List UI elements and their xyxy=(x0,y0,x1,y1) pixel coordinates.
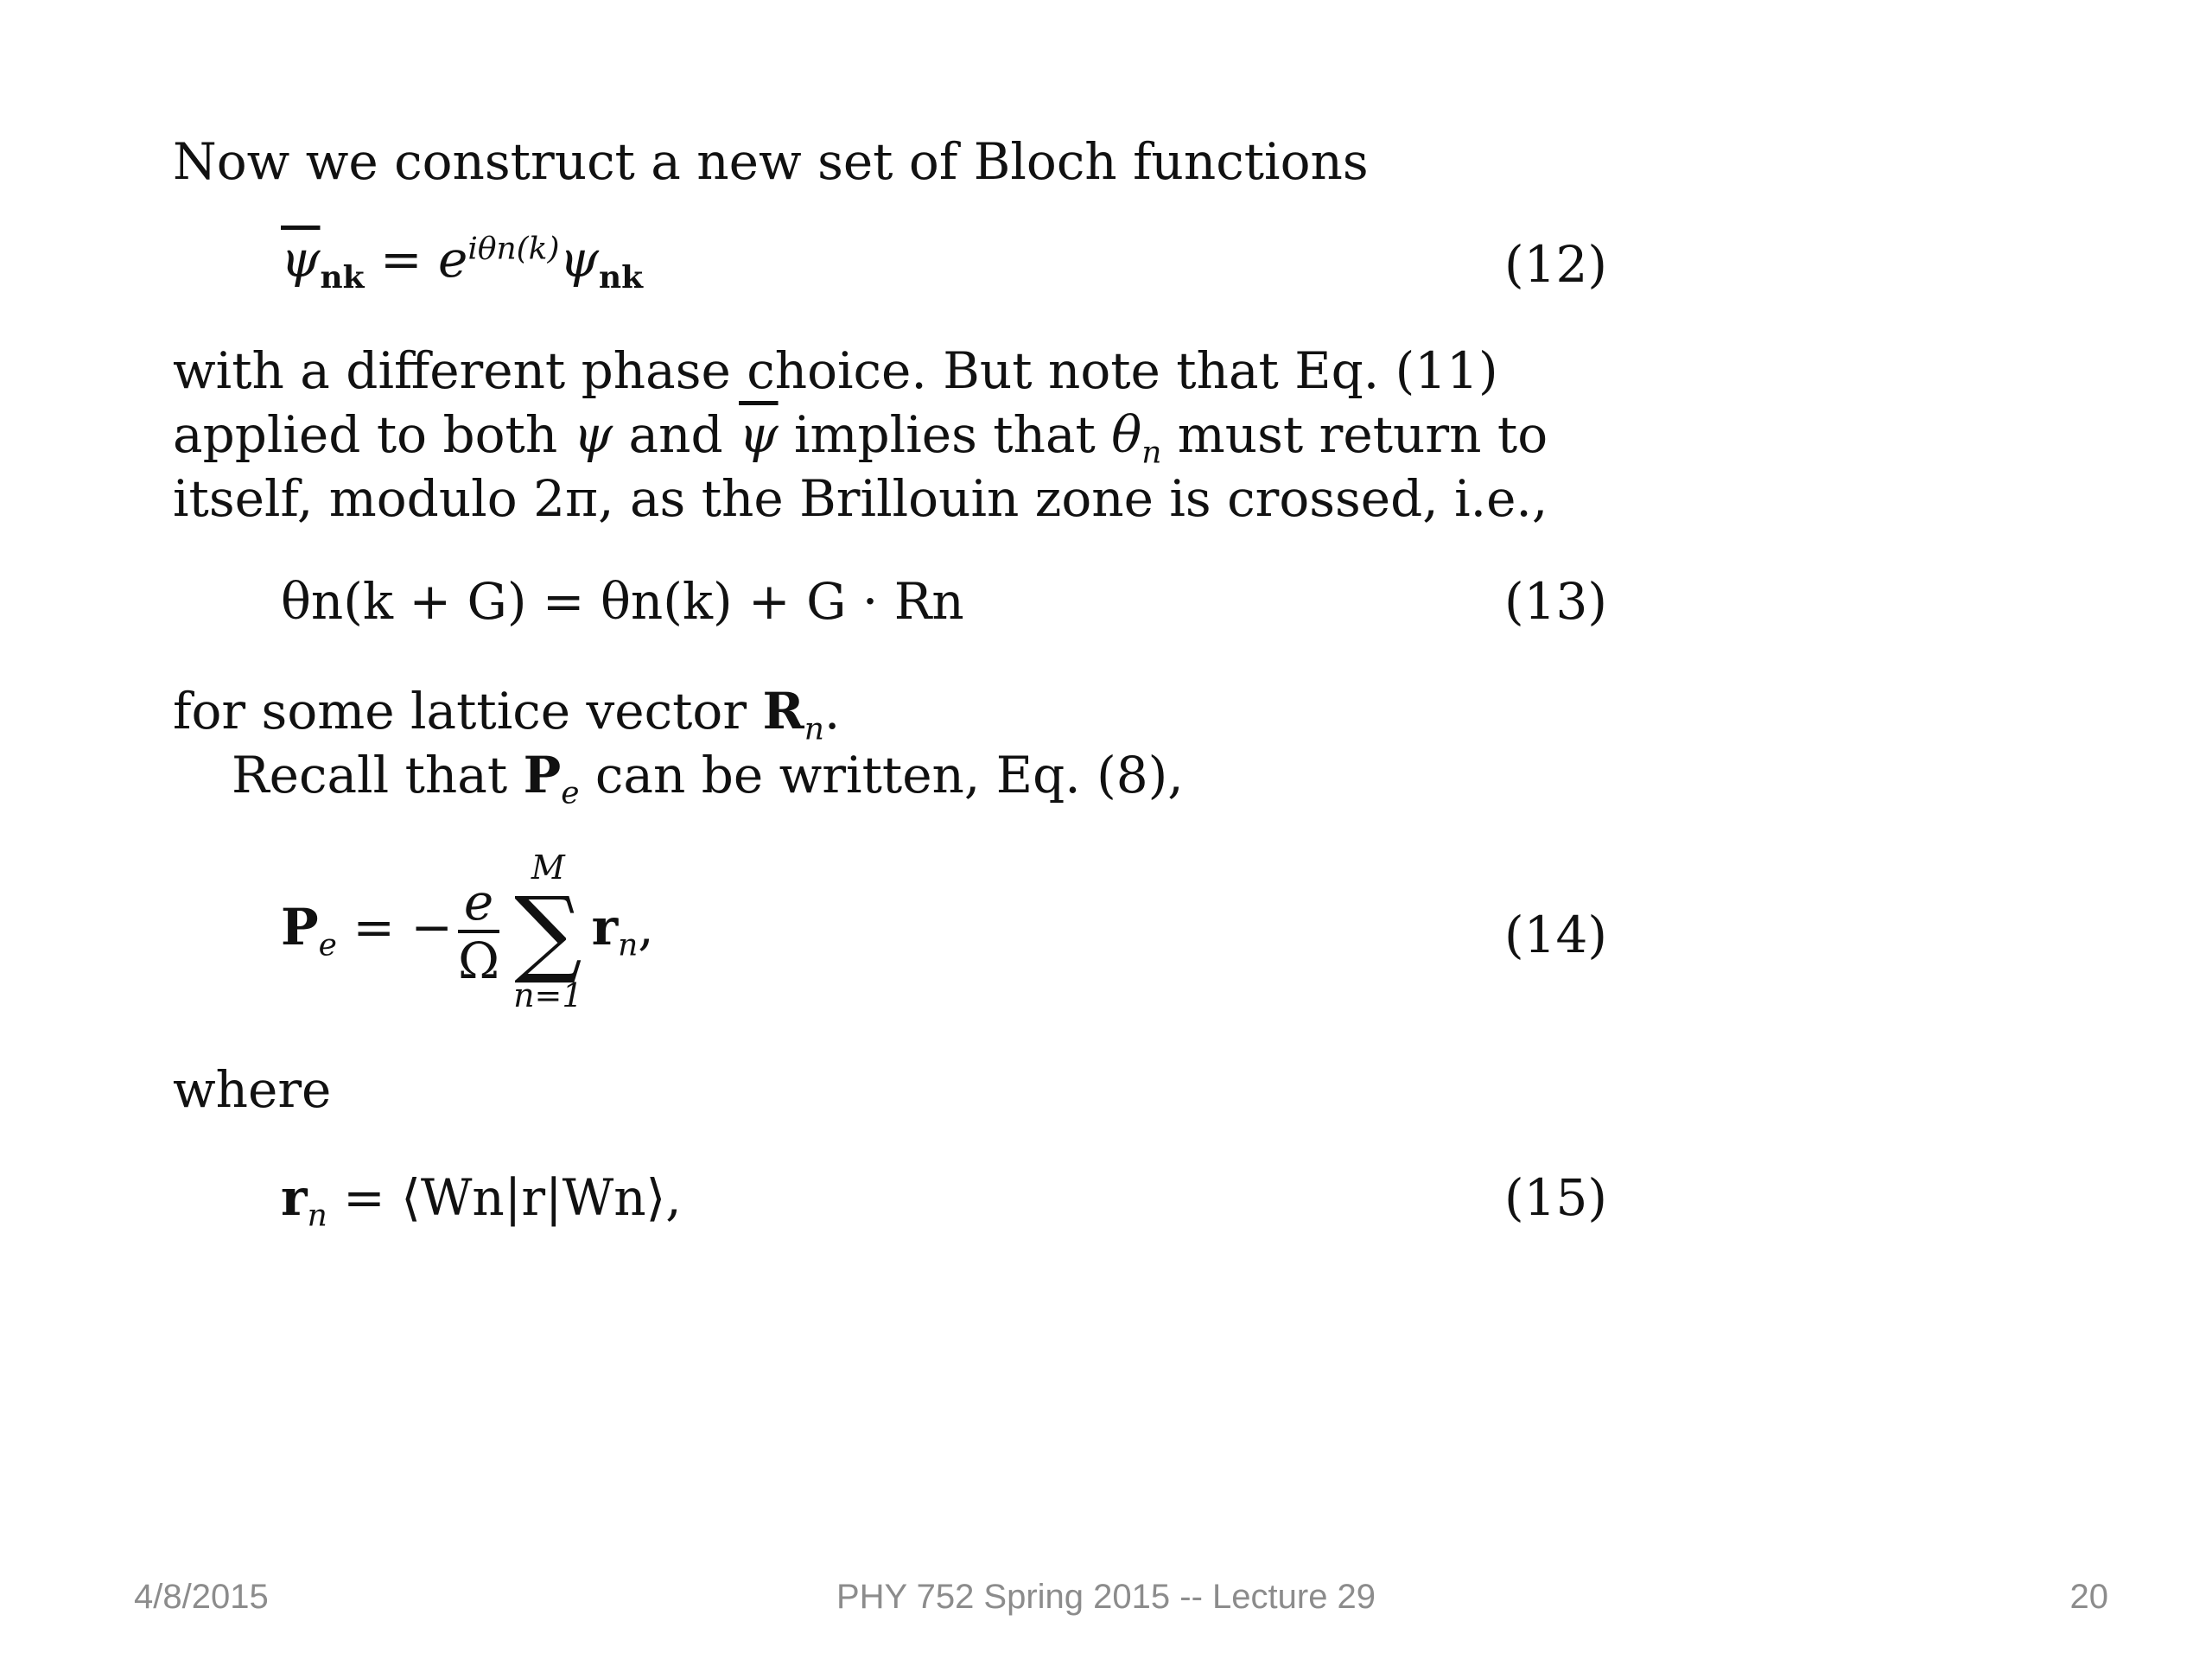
p4-P: P xyxy=(523,746,562,804)
p3-end: . xyxy=(823,682,841,741)
p4-P-sub: e xyxy=(561,775,580,811)
eq14-denominator: Ω xyxy=(457,931,500,990)
p2l2-implies: implies that xyxy=(778,405,1112,464)
equation-12 xyxy=(281,230,643,296)
footer-course: PHY 752 Spring 2015 -- Lecture 29 xyxy=(836,1578,1376,1616)
equation-14-number: (14) xyxy=(1503,906,1607,964)
p2l2-text-a: applied to both xyxy=(173,405,574,464)
eq14-equals: = − xyxy=(336,898,453,957)
eq14-numerator: e xyxy=(458,874,499,933)
equation-13-number: (13) xyxy=(1503,572,1607,631)
equation-12-number: (12) xyxy=(1503,235,1607,294)
equation-15-number: (15) xyxy=(1503,1168,1607,1227)
p4-text: Recall that xyxy=(232,746,524,804)
eq14-summation xyxy=(513,847,583,1016)
psi-bar-symbol: $\overline{\psi}$ xyxy=(281,230,321,289)
eq14-P-sub: e xyxy=(318,927,337,963)
eq14-tail: , xyxy=(638,898,654,957)
intro-text: Now we construct a new set of Bloch functions xyxy=(173,132,1369,191)
paragraph-4 xyxy=(232,743,1184,826)
eq12-exponent: iθn(k) xyxy=(467,231,560,267)
equation-14 xyxy=(281,847,654,1016)
eq12-psi: ψ xyxy=(559,230,599,289)
p2l2-and: and xyxy=(613,405,740,464)
p3-R-sub: n xyxy=(804,711,824,747)
eq15-r: r xyxy=(281,1168,308,1227)
p2l2-psi-bar: $\overline{\psi}$ xyxy=(739,405,779,464)
footer-date: 4/8/2015 xyxy=(134,1578,269,1616)
p4-rest: can be written, Eq. (8), xyxy=(579,746,1184,804)
eq14-upper-limit: M xyxy=(531,849,565,887)
p2l2-psi: ψ xyxy=(573,405,613,464)
eq14-fraction xyxy=(458,874,499,988)
equation-15 xyxy=(281,1168,682,1234)
eq14-r: r xyxy=(591,898,619,957)
paragraph-2-line-1: with a different phase choice. But note that Eq. (11) xyxy=(173,341,1498,400)
eq12-equals: = xyxy=(364,230,439,289)
p3-text: for some lattice vector xyxy=(173,682,763,741)
eq12-subscript-2: nk xyxy=(598,258,644,296)
paragraph-2-line-3: itself, modulo 2π, as the Brillouin zone is crossed, i.e., xyxy=(173,469,1548,528)
eq14-lower-limit: n=1 xyxy=(513,976,583,1014)
where-text: where xyxy=(173,1060,332,1119)
eq12-subscript: nk xyxy=(320,258,365,296)
eq14-r-sub: n xyxy=(618,927,639,963)
equation-13: θn(k + G) = θn(k) + G · Rn xyxy=(281,572,964,631)
sigma-icon: ∑ xyxy=(514,876,582,987)
p2l2-theta: θ xyxy=(1111,405,1142,464)
p2l2-theta-sub: n xyxy=(1141,435,1162,471)
footer-page-number: 20 xyxy=(2069,1578,2108,1616)
eq14-P: P xyxy=(281,898,319,957)
eq12-exp-base: e xyxy=(438,230,468,289)
eq15-r-sub: n xyxy=(307,1198,327,1234)
eq15-rhs: = ⟨Wn|r|Wn⟩, xyxy=(327,1168,682,1227)
p3-R: R xyxy=(762,682,804,741)
p2l2-rest: must return to xyxy=(1161,405,1548,464)
